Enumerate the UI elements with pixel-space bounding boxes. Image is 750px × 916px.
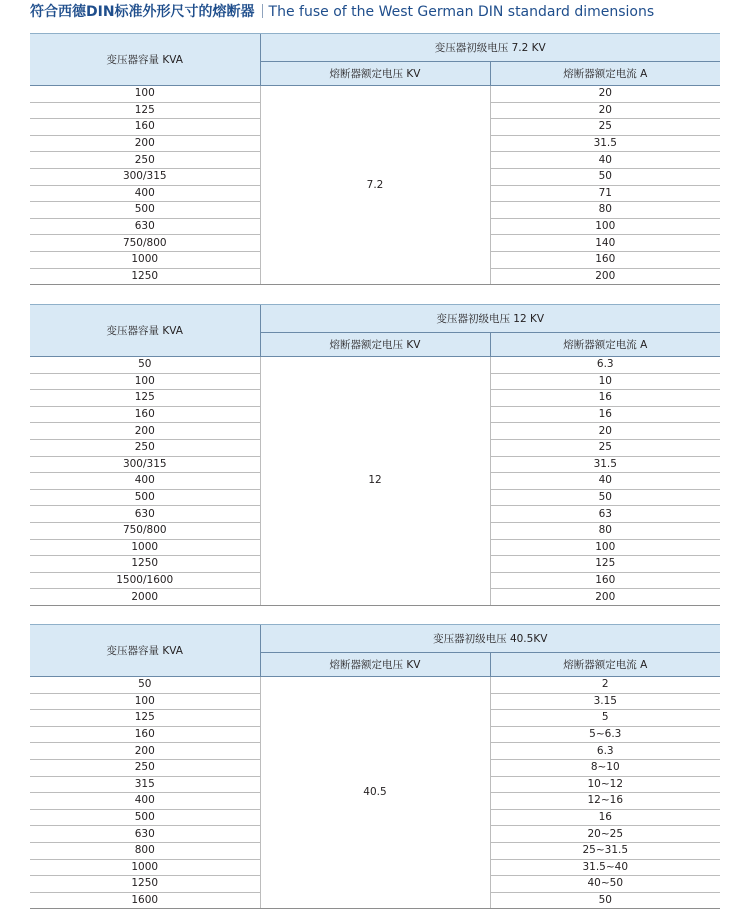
fuse-current-cell: 80: [490, 522, 720, 539]
capacity-cell: 300/315: [30, 168, 260, 185]
fuse-current-cell: 20~25: [490, 826, 720, 843]
header-fuse-current: 熔断器额定电流 A: [490, 333, 720, 357]
capacity-cell: 400: [30, 473, 260, 490]
header-primary-voltage: 变压器初级电压 7.2 KV: [260, 34, 720, 62]
page-title: [30, 1, 654, 23]
fuse-current-cell: 10: [490, 373, 720, 390]
fuse-current-cell: 80: [490, 202, 720, 219]
capacity-cell: 1000: [30, 251, 260, 268]
table-row: [30, 357, 720, 374]
fuse-current-cell: 5~6.3: [490, 726, 720, 743]
fuse-current-cell: 200: [490, 589, 720, 606]
capacity-cell: 1600: [30, 892, 260, 909]
fuse-current-cell: 12~16: [490, 793, 720, 810]
capacity-cell: 125: [30, 102, 260, 119]
capacity-cell: 800: [30, 842, 260, 859]
fuse-current-cell: 25: [490, 439, 720, 456]
capacity-cell: 1000: [30, 539, 260, 556]
header-primary-voltage: 变压器初级电压 40.5KV: [260, 625, 720, 653]
fuse-current-cell: 125: [490, 556, 720, 573]
fuse-current-cell: 25: [490, 119, 720, 136]
capacity-cell: 100: [30, 693, 260, 710]
fuse-current-cell: 160: [490, 572, 720, 589]
header-fuse-voltage: 熔断器额定电压 KV: [260, 653, 490, 677]
capacity-cell: 200: [30, 135, 260, 152]
fuse-voltage-cell: 12: [260, 357, 490, 606]
header-fuse-voltage: 熔断器额定电压 KV: [260, 62, 490, 86]
fuse-table-40-5kv: [30, 624, 720, 909]
header-fuse-current: 熔断器额定电流 A: [490, 653, 720, 677]
capacity-cell: 1250: [30, 556, 260, 573]
fuse-current-cell: 8~10: [490, 759, 720, 776]
capacity-cell: 50: [30, 357, 260, 374]
capacity-cell: 200: [30, 743, 260, 760]
capacity-cell: 400: [30, 185, 260, 202]
capacity-cell: 400: [30, 793, 260, 810]
capacity-cell: 125: [30, 710, 260, 727]
fuse-current-cell: 6.3: [490, 357, 720, 374]
fuse-table-7-2kv: [30, 33, 720, 285]
fuse-voltage-cell: 7.2: [260, 86, 490, 285]
title-english: The fuse of the West German DIN standard dimensions: [268, 4, 655, 20]
fuse-current-cell: 3.15: [490, 693, 720, 710]
fuse-current-cell: 63: [490, 506, 720, 523]
fuse-current-cell: 5: [490, 710, 720, 727]
fuse-voltage-cell: 40.5: [260, 677, 490, 909]
fuse-table-12kv: [30, 304, 720, 606]
capacity-cell: 1000: [30, 859, 260, 876]
title-separator: [262, 4, 263, 18]
fuse-current-cell: 20: [490, 86, 720, 103]
header-transformer-capacity: 变压器容量 KVA: [30, 625, 260, 677]
capacity-cell: 200: [30, 423, 260, 440]
table-row: [30, 86, 720, 103]
fuse-current-cell: 140: [490, 235, 720, 252]
header-transformer-capacity: 变压器容量 KVA: [30, 305, 260, 357]
table-row: [30, 677, 720, 694]
capacity-cell: 2000: [30, 589, 260, 606]
fuse-current-cell: 10~12: [490, 776, 720, 793]
fuse-current-cell: 25~31.5: [490, 842, 720, 859]
capacity-cell: 160: [30, 726, 260, 743]
capacity-cell: 50: [30, 677, 260, 694]
fuse-current-cell: 31.5~40: [490, 859, 720, 876]
fuse-current-cell: 50: [490, 489, 720, 506]
fuse-current-cell: 100: [490, 218, 720, 235]
capacity-cell: 250: [30, 439, 260, 456]
capacity-cell: 125: [30, 390, 260, 407]
capacity-cell: 1250: [30, 876, 260, 893]
capacity-cell: 100: [30, 373, 260, 390]
fuse-current-cell: 100: [490, 539, 720, 556]
fuse-current-cell: 31.5: [490, 135, 720, 152]
capacity-cell: 630: [30, 218, 260, 235]
capacity-cell: 500: [30, 202, 260, 219]
capacity-cell: 160: [30, 406, 260, 423]
fuse-current-cell: 40~50: [490, 876, 720, 893]
fuse-current-cell: 16: [490, 809, 720, 826]
header-primary-voltage: 变压器初级电压 12 KV: [260, 305, 720, 333]
fuse-current-cell: 200: [490, 268, 720, 285]
fuse-current-cell: 16: [490, 406, 720, 423]
capacity-cell: 750/800: [30, 522, 260, 539]
fuse-current-cell: 16: [490, 390, 720, 407]
capacity-cell: 630: [30, 506, 260, 523]
capacity-cell: 315: [30, 776, 260, 793]
capacity-cell: 500: [30, 489, 260, 506]
capacity-cell: 1250: [30, 268, 260, 285]
title-chinese: 符合西德DIN标准外形尺寸的熔断器: [30, 4, 255, 20]
fuse-current-cell: 40: [490, 152, 720, 169]
fuse-current-cell: 71: [490, 185, 720, 202]
header-fuse-current: 熔断器额定电流 A: [490, 62, 720, 86]
capacity-cell: 250: [30, 759, 260, 776]
capacity-cell: 250: [30, 152, 260, 169]
fuse-current-cell: 50: [490, 892, 720, 909]
fuse-current-cell: 50: [490, 168, 720, 185]
capacity-cell: 500: [30, 809, 260, 826]
capacity-cell: 160: [30, 119, 260, 136]
fuse-current-cell: 2: [490, 677, 720, 694]
fuse-current-cell: 40: [490, 473, 720, 490]
fuse-current-cell: 20: [490, 102, 720, 119]
fuse-current-cell: 6.3: [490, 743, 720, 760]
capacity-cell: 750/800: [30, 235, 260, 252]
fuse-current-cell: 20: [490, 423, 720, 440]
capacity-cell: 1500/1600: [30, 572, 260, 589]
fuse-current-cell: 31.5: [490, 456, 720, 473]
fuse-current-cell: 160: [490, 251, 720, 268]
header-transformer-capacity: 变压器容量 KVA: [30, 34, 260, 86]
capacity-cell: 300/315: [30, 456, 260, 473]
header-fuse-voltage: 熔断器额定电压 KV: [260, 333, 490, 357]
capacity-cell: 100: [30, 86, 260, 103]
capacity-cell: 630: [30, 826, 260, 843]
